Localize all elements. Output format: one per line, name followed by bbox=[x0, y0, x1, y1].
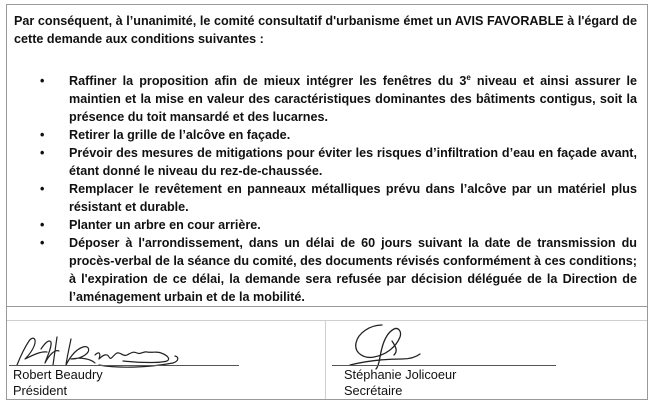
signer-name: Stéphanie Jolicoeur bbox=[344, 367, 457, 382]
decision-section bbox=[7, 5, 647, 307]
signer-title: Président bbox=[13, 383, 68, 398]
condition-text: Prévoir des mesures de mitigations pour éviter les risques d’infiltration d’eau en façade avant, étant donné le niveau du rez-de-chaussée. bbox=[69, 146, 637, 178]
bullet-icon: • bbox=[40, 182, 45, 196]
condition-item bbox=[14, 144, 637, 180]
signature-block-president bbox=[7, 321, 325, 399]
signer-title: Secrétaire bbox=[344, 383, 403, 398]
bullet-icon: • bbox=[40, 218, 45, 232]
condition-item bbox=[14, 216, 637, 234]
condition-item bbox=[14, 72, 637, 126]
bullet-icon: • bbox=[40, 236, 45, 250]
handwritten-signature-icon bbox=[336, 321, 428, 371]
signature-row bbox=[7, 307, 647, 399]
condition-item bbox=[14, 234, 637, 306]
bullet-icon: • bbox=[40, 146, 45, 160]
condition-text: Planter un arbre en cour arrière. bbox=[69, 218, 261, 232]
conditions-list bbox=[14, 72, 637, 306]
condition-text-part: niveau et ainsi assurer le maintien et la mise en valeur des caractéristiques dominantes des bâtiments contigus, soit la présence du toit mansardé et des lucarnes. bbox=[69, 74, 637, 124]
condition-item bbox=[14, 126, 637, 144]
condition-text-part: Raffiner la proposition afin de mieux intégrer les fenêtres du 3 bbox=[69, 74, 467, 88]
condition-text: Remplacer le revêtement en panneaux métalliques prévu dans l’alcôve par un matériel plus résistant et durable. bbox=[69, 182, 637, 214]
condition-item bbox=[14, 180, 637, 216]
condition-text: Retirer la grille de l’alcôve en façade. bbox=[69, 128, 291, 142]
signature-line bbox=[332, 365, 556, 366]
signature-block-secretary bbox=[326, 321, 647, 399]
signer-name: Robert Beaudry bbox=[13, 367, 103, 382]
ordinal-superscript: e bbox=[466, 72, 471, 82]
bullet-icon: • bbox=[40, 128, 45, 142]
decision-intro: Par conséquent, à l’unanimité, le comité consultatif d'urbanisme émet un AVIS FAVORABLE à l'égard de cette demande aux conditions suivantes : bbox=[14, 14, 637, 46]
handwritten-signature-icon bbox=[11, 325, 183, 369]
condition-text: Déposer à l'arrondissement, dans un délai de 60 jours suivant la date de transmission du procès-verbal de la séance du comité, des documents révisés conformément à ces conditions; à l'expiration de ce délai, la demande sera refusée par décision déléguée de la Direction de l’aménagement urbain et de la mobilité. bbox=[69, 236, 637, 304]
signature-line bbox=[9, 365, 239, 366]
bullet-icon: • bbox=[40, 74, 45, 88]
document-frame bbox=[6, 4, 648, 400]
